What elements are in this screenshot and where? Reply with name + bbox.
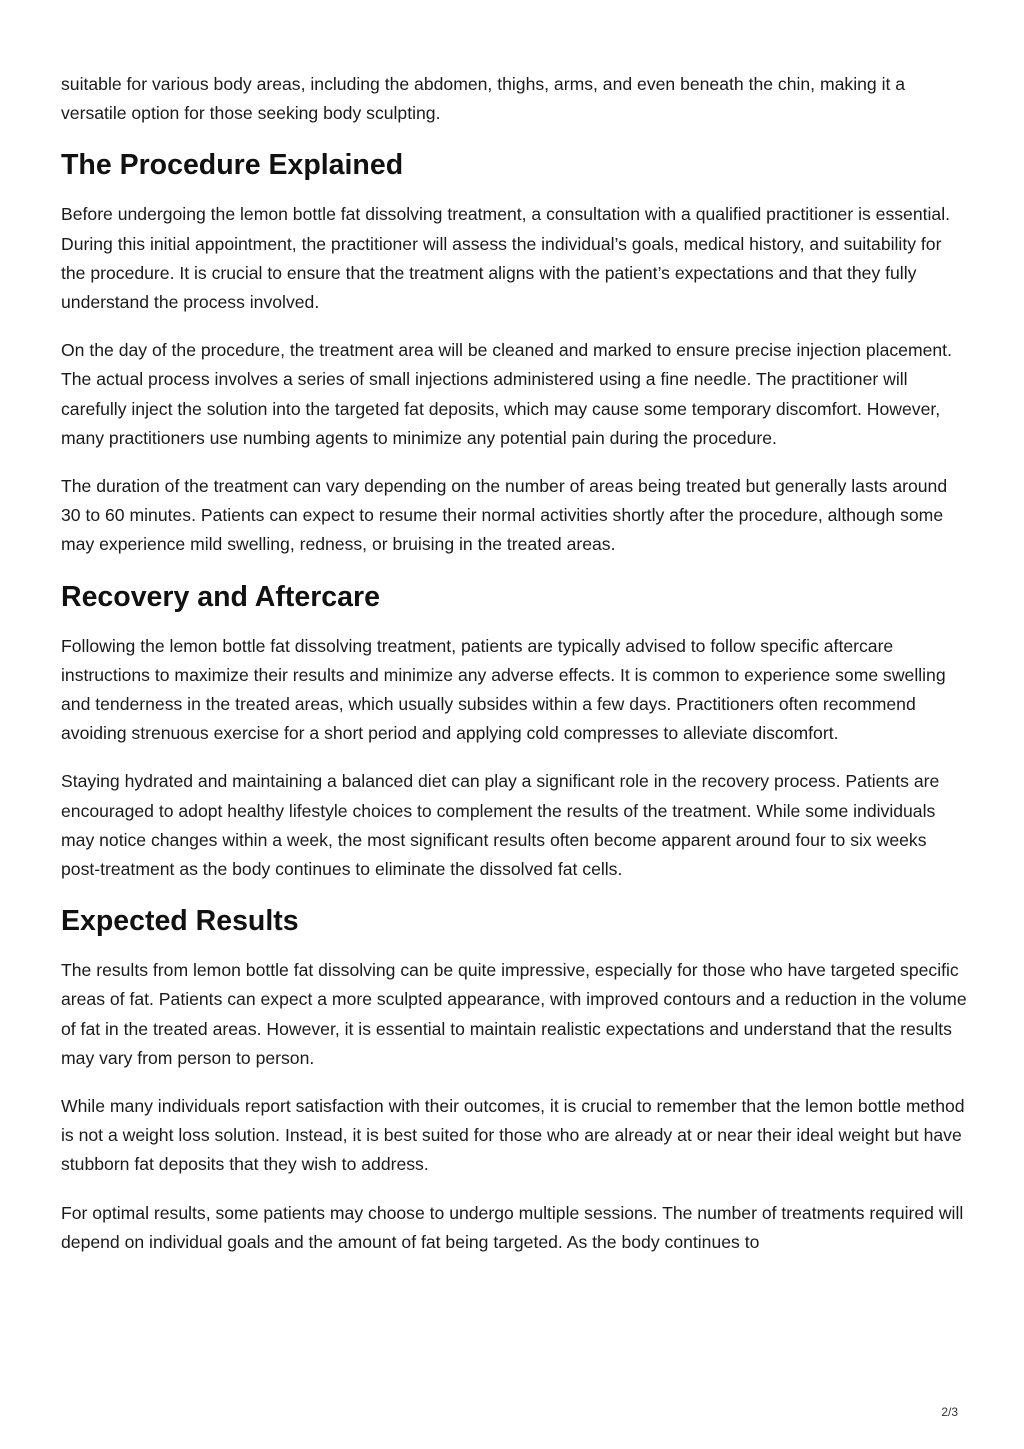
paragraph: For optimal results, some patients may choose to undergo multiple sessions. The number of treatments required will depend on individual goals and the amount of fat being targeted. As the body continues to <box>61 1202 964 1252</box>
paragraph: Before undergoing the lemon bottle fat dissolving treatment, a consultation with a qualified practitioner is essential. During this initial appointment, the practitioner will assess the individual’s goals, medical history, and suitability for the procedure. It is crucial to ensure that the treatment aligns with the patient’s expectations and that they fully understand the process involved. <box>61 204 950 313</box>
heading-recovery-and-aftercare: Recovery and Aftercare <box>61 580 380 613</box>
paragraph: While many individuals report satisfaction with their outcomes, it is crucial to remember that the lemon bottle method is not a weight loss solution. Instead, it is best suited for those who are already at or near their ideal weight but have stubborn fat deposits that they wish to address. <box>61 1096 965 1175</box>
paragraph: The results from lemon bottle fat dissolving can be quite impressive, especially for those who have targeted specific areas of fat. Patients can expect a more sculpted appearance, with improved contours and a reduction in the volume of fat in the treated areas. However, it is essential to maintain realistic expectations and understand that the results may vary from person to person. <box>61 960 967 1068</box>
paragraph: Staying hydrated and maintaining a balanced diet can play a significant role in the recovery process. Patients are encouraged to adopt healthy lifestyle choices to complement the results of the treatment. While some individuals may notice changes within a week, the most significant results often become apparent around four to six weeks post-treatment as the body continues to eliminate the dissolved fat cells. <box>61 771 940 880</box>
heading-procedure-explained: The Procedure Explained <box>61 149 404 182</box>
intro-paragraph: suitable for various body areas, including the abdomen, thighs, arms, and even beneath the chin, making it a versatile option for those seeking body sculpting. <box>61 74 906 124</box>
heading-expected-results: Expected Results <box>61 905 299 938</box>
document-page <box>61 70 967 1276</box>
paragraph: The duration of the treatment can vary depending on the number of areas being treated but generally lasts around 30 to 60 minutes. Patients can expect to resume their normal activities shortly after the procedure, although some may experience mild swelling, redness, or bruising in the treated areas. <box>61 476 948 555</box>
paragraph: On the day of the procedure, the treatment area will be cleaned and marked to ensure precise injection placement. The actual process involves a series of small injections administered using a fine needle. The practitioner will carefully inject the solution into the targeted fat deposits, which may cause some temporary discomfort. However, many practitioners use numbing agents to minimize any potential pain during the procedure. <box>61 340 952 448</box>
paragraph: Following the lemon bottle fat dissolving treatment, patients are typically advised to follow specific aftercare instructions to maximize their results and minimize any adverse effects. It is common to experience some swelling and tenderness in the treated areas, which usually subsides within a few days. Practitioners often recommend avoiding strenuous exercise for a short period and applying cold compresses to alleviate discomfort. <box>61 635 946 744</box>
page-number: 2/3 <box>941 1405 958 1419</box>
